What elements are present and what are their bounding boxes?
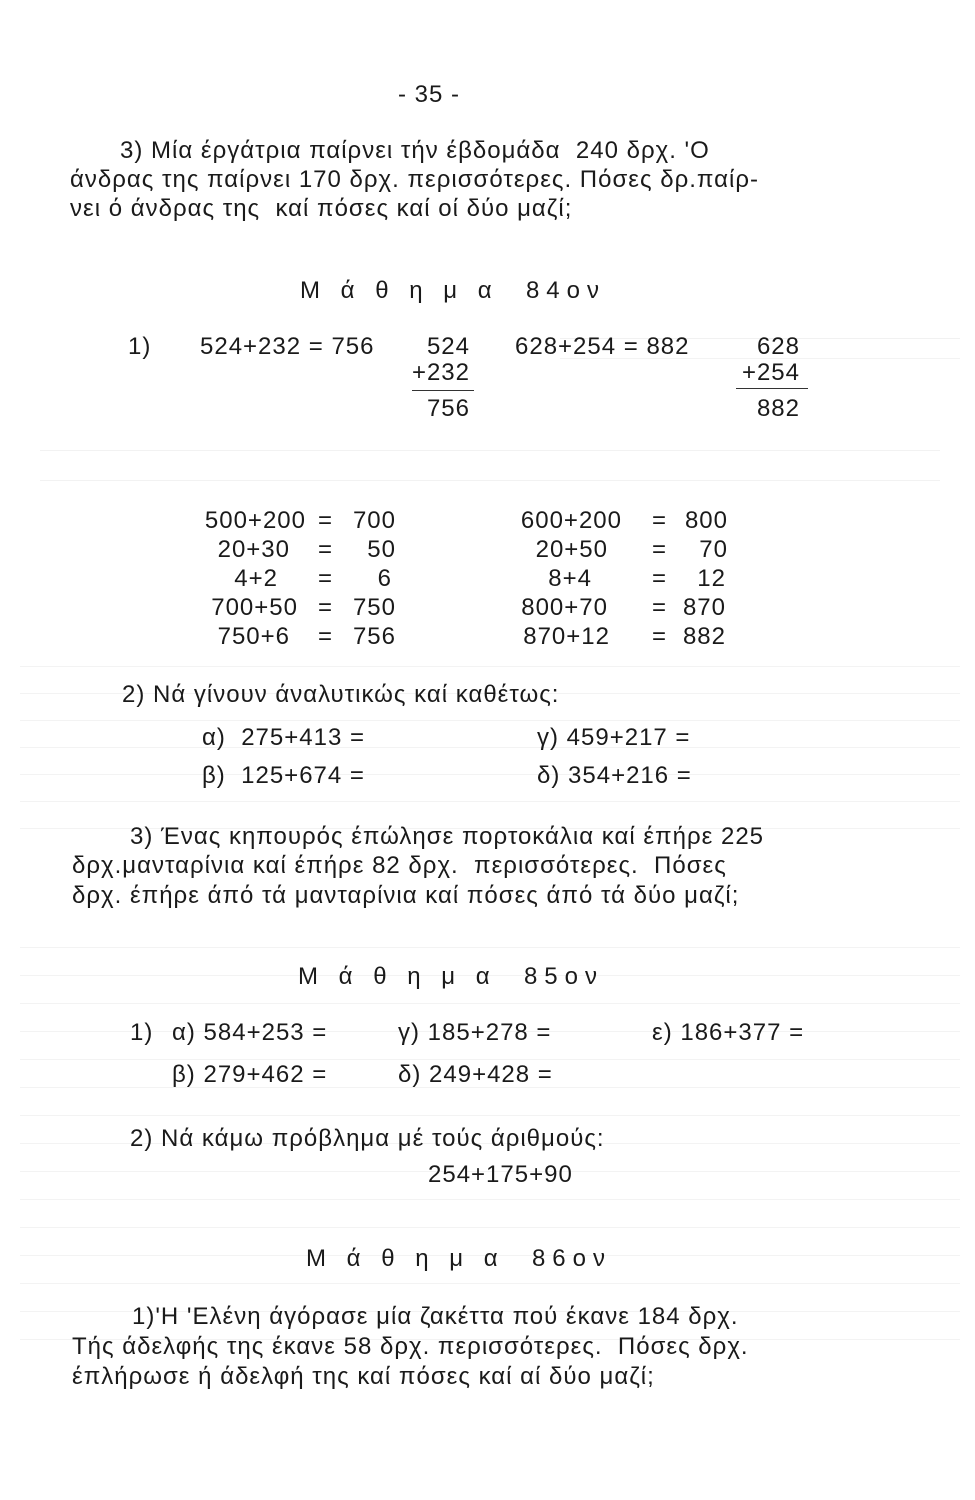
column-b-top: 628 xyxy=(756,333,800,360)
breakdown-right-equals: = xyxy=(652,565,668,592)
column-b-sum-line xyxy=(736,388,808,389)
column-a-sum-line xyxy=(412,390,474,391)
breakdown-left-equals: = xyxy=(318,565,334,592)
breakdown-left-expr: 500+200 xyxy=(204,507,306,534)
breakdown-right-result: 870 xyxy=(682,594,726,621)
breakdown-left-result: 750 xyxy=(352,594,396,621)
breakdown-right-expr: 8+4 xyxy=(548,565,592,592)
lesson-86-ex1-line-2: Τής άδελφής της έκανε 58 δρχ. περισσότερες. Πόσες δρχ. xyxy=(72,1333,749,1360)
breakdown-left-equals: = xyxy=(318,594,334,621)
breakdown-right-result: 70 xyxy=(699,536,728,563)
breakdown-left-result: 6 xyxy=(377,565,392,592)
breakdown-left-equals: = xyxy=(318,536,334,563)
lesson-84-title: Μ ά θ η μ α 84ον xyxy=(300,277,606,304)
lesson-84-ex3-line-1: 3) Ένας κηπουρός έπώλησε πορτοκάλια καί έπήρε 225 xyxy=(130,823,765,850)
problem-3-line-1: 3) Μία έργάτρια παίρνει τήν έβδομάδα 240 δρχ. 'Ο xyxy=(120,137,710,164)
breakdown-right-result: 800 xyxy=(684,507,728,534)
breakdown-right-result: 12 xyxy=(697,565,726,592)
exercise-item-a: α) 584+253 = xyxy=(172,1019,328,1046)
lesson-85-ex2-numbers: 254+175+90 xyxy=(428,1161,573,1188)
problem-3-line-2: άνδρας της παίρνει 170 δρχ. περισσότερες. Πόσες δρ.παίρ- xyxy=(70,166,759,193)
lesson-84-ex1-equation-a: 524+232 = 756 xyxy=(200,333,375,360)
breakdown-right-expr: 20+50 xyxy=(535,536,608,563)
lesson-84-ex3-line-3: δρχ. έπήρε άπό τά μανταρίνια καί πόσες άπό τά δύο μαζί; xyxy=(72,882,740,909)
lesson-85-ex1-label: 1) xyxy=(130,1019,154,1046)
column-b-addend: +254 xyxy=(741,359,800,386)
breakdown-left-result: 756 xyxy=(352,623,396,650)
exercise-item-a: α) 275+413 = xyxy=(202,724,365,751)
breakdown-left-result: 50 xyxy=(367,536,396,563)
column-a-sum: 756 xyxy=(426,395,470,422)
column-b-sum: 882 xyxy=(756,395,800,422)
lesson-86-ex1-line-1: 1)'Η 'Ελένη άγόρασε μία ζακέττα πού έκανε 184 δρχ. xyxy=(132,1303,739,1330)
breakdown-right-result: 882 xyxy=(682,623,726,650)
breakdown-right-equals: = xyxy=(652,623,668,650)
lesson-85-ex2-heading: 2) Νά κάμω πρόβλημα μέ τούς άριθμούς: xyxy=(130,1125,605,1152)
lesson-86-ex1-line-3: έπλήρωσε ή άδελφή της καί πόσες καί αί δύο μαζί; xyxy=(72,1363,655,1390)
breakdown-left-expr: 700+50 xyxy=(211,594,298,621)
breakdown-left-equals: = xyxy=(318,623,334,650)
exercise-item-e: ε) 186+377 = xyxy=(652,1019,805,1046)
lesson-84-ex1-equation-b: 628+254 = 882 xyxy=(515,333,690,360)
lesson-86-title: Μ ά θ η μ α 86ον xyxy=(306,1245,612,1272)
exercise-item-d: δ) 249+428 = xyxy=(398,1061,553,1088)
breakdown-right-expr: 600+200 xyxy=(520,507,622,534)
page-number: - 35 - xyxy=(398,81,461,108)
lesson-85-title: Μ ά θ η μ α 85ον xyxy=(298,963,604,990)
exercise-item-b: β) 279+462 = xyxy=(172,1061,328,1088)
exercise-item-b: β) 125+674 = xyxy=(202,762,365,789)
breakdown-left-equals: = xyxy=(318,507,334,534)
breakdown-right-equals: = xyxy=(652,594,668,621)
column-a-top: 524 xyxy=(426,333,470,360)
problem-3-line-3: νει ό άνδρας της καί πόσες καί οί δύο μαζί; xyxy=(70,195,573,222)
exercise-item-c: γ) 185+278 = xyxy=(398,1019,552,1046)
breakdown-left-expr: 20+30 xyxy=(217,536,290,563)
lesson-84-ex1-label: 1) xyxy=(128,333,152,360)
exercise-item-c: γ) 459+217 = xyxy=(537,724,691,751)
lesson-84-ex3-line-2: δρχ.μανταρίνια καί έπήρε 82 δρχ. περισσότερες. Πόσες xyxy=(72,852,727,879)
bleed-through-texture xyxy=(20,640,960,840)
breakdown-right-expr: 870+12 xyxy=(523,623,610,650)
breakdown-left-expr: 4+2 xyxy=(234,565,278,592)
exercise-item-d: δ) 354+216 = xyxy=(537,762,692,789)
breakdown-left-expr: 750+6 xyxy=(217,623,290,650)
bleed-through-texture xyxy=(40,440,940,500)
column-a-addend: +232 xyxy=(411,359,470,386)
breakdown-right-equals: = xyxy=(652,536,668,563)
breakdown-right-expr: 800+70 xyxy=(521,594,608,621)
lesson-84-ex2-heading: 2) Νά γίνουν άναλυτικώς καί καθέτως: xyxy=(122,681,560,708)
breakdown-right-equals: = xyxy=(652,507,668,534)
breakdown-left-result: 700 xyxy=(352,507,396,534)
